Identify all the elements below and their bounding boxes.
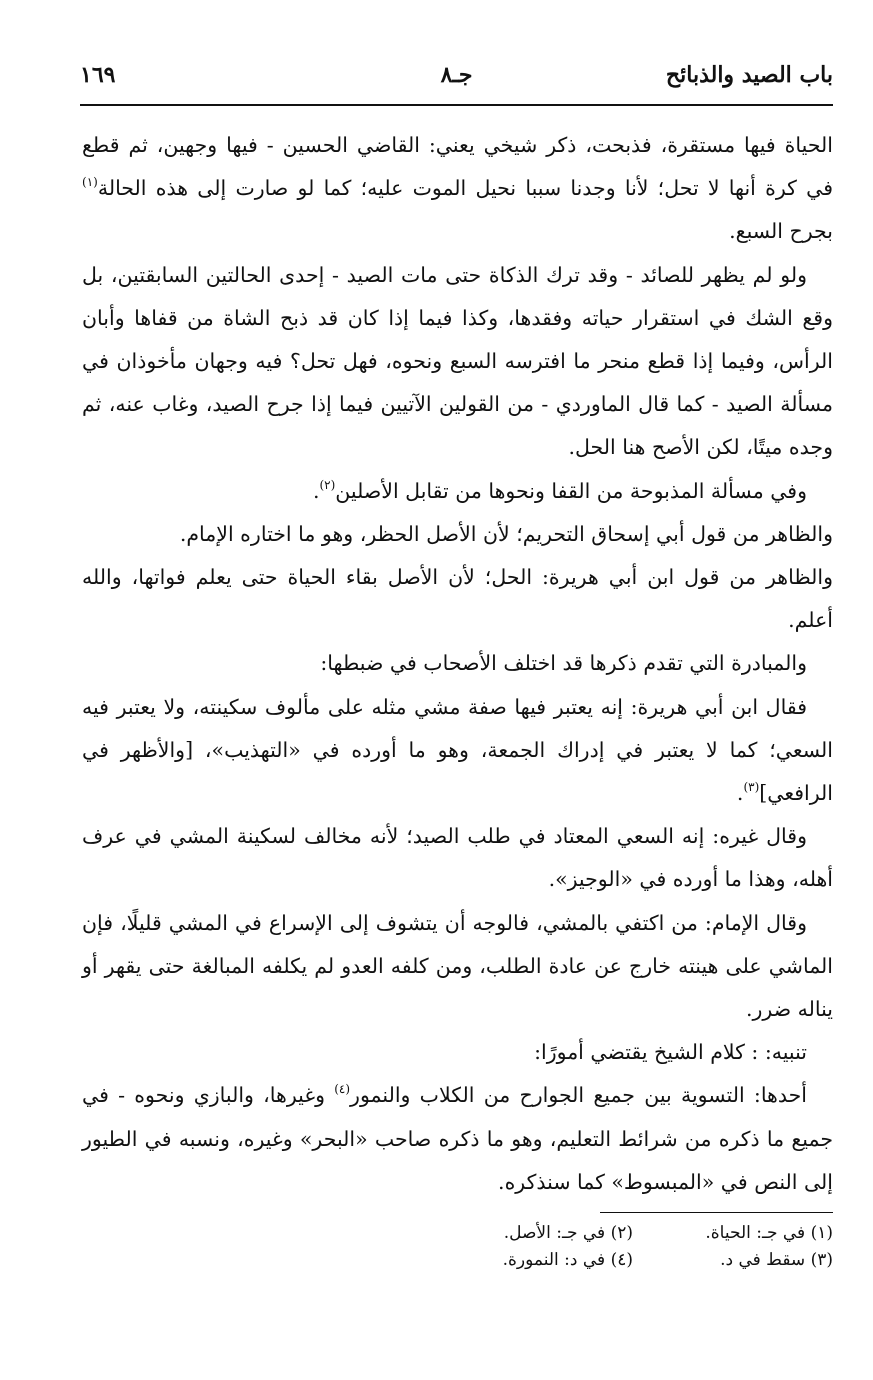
paragraph: والظاهر من قول أبي إسحاق التحريم؛ لأن الأصل الحظر، وهو ما اختاره الإمام. — [179, 521, 833, 546]
footnote-ref: (٢) — [319, 477, 336, 492]
paragraph: الحياة فيها مستقرة، فذبحت، ذكر شيخي يعني: القاضي الحسين - فيها وجهين، ثم قطع في كرة أنها لا تحل؛ لأنا وجدنا سببا نحيل الموت عليه؛ كما لو صارت إلى هذه الحالة$^{(١)}$ بجرح السبع. — [82, 133, 833, 244]
footnote-ref: (١) — [82, 175, 98, 190]
volume-label: جـ٨ — [440, 62, 473, 88]
header-rule — [80, 104, 833, 106]
footnote-ref: (٣) — [743, 780, 760, 795]
page-number: ١٦٩ — [80, 62, 116, 88]
footnote: (٣) سقط في د. — [720, 1250, 833, 1270]
running-header — [80, 56, 833, 96]
paragraph: والظاهر من قول ابن أبي هريرة: الحل؛ لأن الأصل بقاء الحياة حتى يعلم فواتها، والله أعلم. — [82, 565, 833, 633]
footnote: (١) في جـ: الحياة. — [705, 1223, 833, 1243]
footnote-ref: (٤) — [334, 1082, 351, 1097]
footnote: (٤) في د: النمورة. — [502, 1250, 633, 1270]
paragraph: فقال ابن أبي هريرة: إنه يعتبر فيها صفة مشي مثله على مألوف سكينته، ولا يعتبر فيه السعي؛ كما لا يعتبر في إدراك الجمعة، وهو ما أورده في «التهذيب»، [والأظهر في الرافعي]$^{(٣)}$. — [82, 694, 833, 806]
chapter-title: باب الصيد والذبائح — [665, 62, 833, 88]
footnotes — [400, 1220, 833, 1274]
body-text — [82, 124, 833, 1204]
footnote-row — [400, 1220, 833, 1247]
footnote: (٢) في جـ: الأصل. — [503, 1223, 633, 1243]
paragraph: وقال غيره: إنه السعي المعتاد في طلب الصيد؛ لأنه مخالف لسكينة المشي في عرف أهله، وهذا ما أورده في «الوجيز». — [82, 824, 833, 892]
paragraph: ولو لم يظهر للصائد - وقد ترك الذكاة حتى مات الصيد - إحدى الحالتين السابقتين، بل وقع الشك في استقرار حياته وفقدها، وكذا فيما إذا كان قد ذبح الشاة من قفاها وأبان الرأس، وفيما إذا قطع منحر ما افترسه السبع ونحوه، فهل تحل؟ فيه وجهان مأخوذان في مسألة الصيد - كما قال الماوردي - من القولين الآتيين فيما إذا جرح الصيد، وغاب عنه، ثم وجده ميتًا، لكن الأصح هنا الحل. — [82, 262, 833, 460]
paragraph: وفي مسألة المذبوحة من القفا ونحوها من تقابل الأصلين$^{(٢)}$. — [312, 477, 807, 503]
paragraph: تنبيه: : كلام الشيخ يقتضي أمورًا: — [534, 1040, 807, 1065]
footnote-rule — [600, 1212, 833, 1213]
paragraph: والمبادرة التي تقدم ذكرها قد اختلف الأصحاب في ضبطها: — [320, 651, 807, 676]
footnote-row — [400, 1247, 833, 1274]
paragraph: وقال الإمام: من اكتفي بالمشي، فالوجه أن يتشوف إلى الإسراع في المشي قليلًا، فإن الماشي على هينته خارج عن عادة الطلب، ومن كلفه العدو لم يكلفه المبالغة حتى يقهر أو يناله ضرر. — [82, 910, 833, 1022]
paragraph: أحدها: التسوية بين جميع الجوارح من الكلاب والنمور$^{(٤)}$ وغيرها، والبازي ونحوه - في جميع ما ذكره من شرائط التعليم، وهو ما ذكره صاحب «البحر» وغيره، ونسبه في الطيور إلى النص في «المبسوط» كما سنذكره. — [82, 1082, 833, 1194]
